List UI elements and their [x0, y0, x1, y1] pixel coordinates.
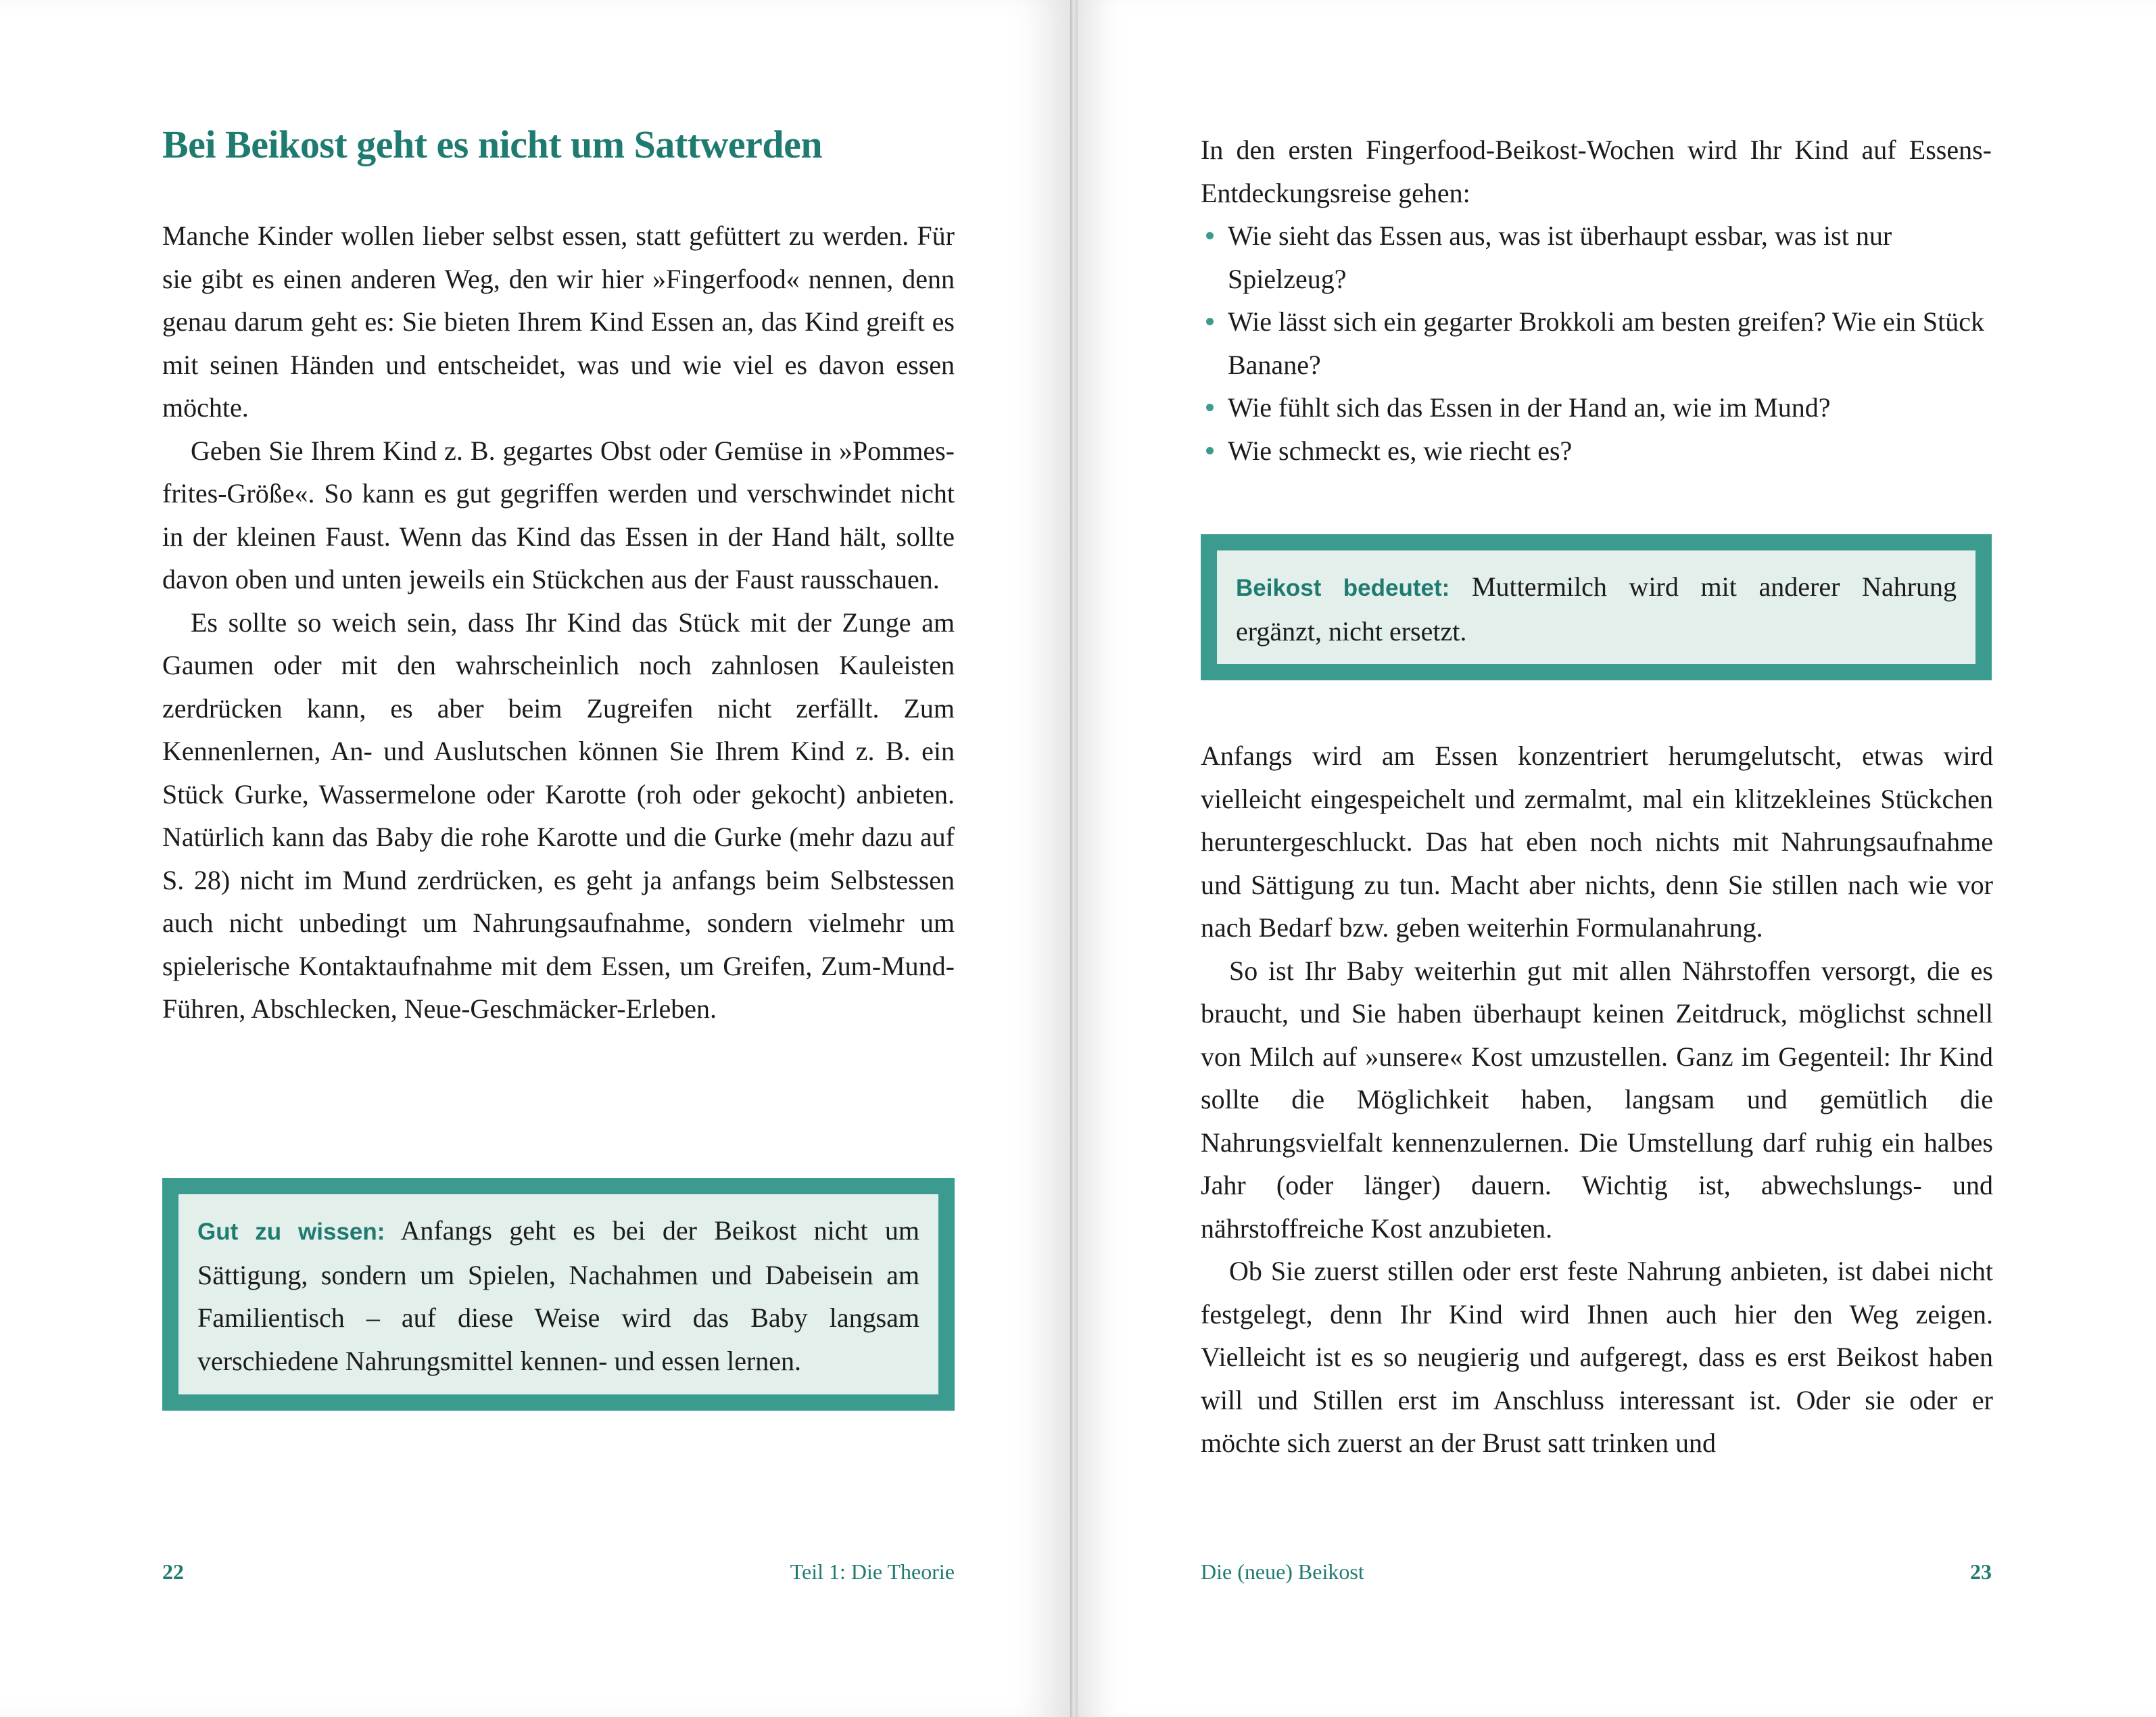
page-number: 22	[162, 1559, 184, 1584]
left-body-text	[162, 214, 955, 1031]
info-box-label: Beikost bedeutet:	[1236, 575, 1450, 601]
info-box-label: Gut zu wissen:	[197, 1219, 385, 1245]
list-item: Wie lässt sich ein gegarter Brokkoli am besten greifen? Wie ein Stück Banane?	[1201, 300, 1992, 386]
bullet-list	[1201, 214, 1992, 472]
info-box-body: Anfangs geht es bei der Beikost nicht um Sättigung, sondern um Spielen, Nachahmen und Dabeisein am Familientisch – auf diese Weise wird das Baby langsam verschiedene Nahrungsmittel kennen- und essen lernen.	[197, 1215, 919, 1376]
paragraph: Geben Sie Ihrem Kind z. B. gegartes Obst oder Gemüse in »Pommes-frites-Größe«. So kann es gut gegriffen werden und verschwindet nicht in der kleinen Faust. Wenn das Kind das Essen in der Hand hält, sollte davon oben und unten jeweils ein Stückchen aus der Faust rausschauen.	[162, 435, 955, 594]
left-page	[0, 0, 1070, 1717]
info-box-text	[1217, 550, 1975, 669]
page-number: 23	[1970, 1559, 1992, 1584]
bullet-icon	[1206, 404, 1214, 411]
paragraph: Ob Sie zuerst stillen oder erst feste Nahrung anbieten, ist dabei nicht festgelegt, denn Ihr Kind wird Ihnen auch hier den Weg zeigen. Vielleicht ist es so neugierig und aufgeregt, dass es erst Beikost haben will und Stillen erst im Anschluss interessant ist. Oder sie oder er möchte sich zuerst an der Brust satt trinken und	[1201, 1256, 1993, 1458]
chapter-heading: Bei Beikost geht es nicht um Sattwerden	[162, 122, 823, 166]
paragraph: Manche Kinder wollen lieber selbst essen, statt gefüttert zu werden. Für sie gibt es einen anderen Weg, den wir hier »Fingerfood« nennen, denn genau darum geht es: Sie bieten Ihrem Kind Essen an, das Kind greift es mit seinen Händen und entscheidet, was und wie viel es davon essen möchte.	[162, 220, 955, 423]
info-box-gut-zu-wissen	[162, 1178, 955, 1411]
right-body-text	[1201, 734, 1993, 1465]
bullet-icon	[1206, 318, 1214, 325]
running-footer: Teil 1: Die Theorie	[790, 1559, 955, 1584]
intro-paragraph: In den ersten Fingerfood-Beikost-Wochen wird Ihr Kind auf Essens-Entdeckungsreise gehen:	[1201, 135, 1992, 208]
bullet-icon	[1206, 232, 1214, 239]
paragraph: Es sollte so weich sein, dass Ihr Kind das Stück mit der Zunge am Gaumen oder mit den wahrscheinlich noch zahnlosen Kauleisten zerdrücken kann, es aber beim Zugreifen nicht zerfällt. Zum Kennenlernen, An- und Auslutschen können Sie Ihrem Kind z. B. ein Stück Gurke, Wassermelone oder Karotte (roh oder gekocht) anbieten. Natürlich kann das Baby die rohe Karotte und die Gurke (mehr dazu auf S. 28) nicht im Mund zerdrücken, es geht ja anfangs beim Selbstessen auch nicht unbedingt um Nahrungsaufnahme, sondern vielmehr um spielerische Kontaktaufnahme mit dem Essen, um Greifen, Zum-Mund-Führen, Abschlecken, Neue-Geschmäcker-Erleben.	[162, 607, 955, 1024]
list-item: Wie fühlt sich das Essen in der Hand an, wie im Mund?	[1201, 386, 1992, 429]
right-intro-text	[1201, 128, 1992, 472]
bullet-icon	[1206, 447, 1214, 454]
book-gutter	[1070, 0, 1078, 1717]
list-item: Wie schmeckt es, wie riecht es?	[1201, 429, 1992, 473]
running-footer: Die (neue) Beikost	[1201, 1559, 1364, 1584]
list-item: Wie sieht das Essen aus, was ist überhaupt essbar, was ist nur Spielzeug?	[1201, 214, 1992, 300]
info-box-text	[178, 1194, 938, 1398]
info-box-beikost-bedeutet	[1201, 534, 1992, 680]
info-box-body: Muttermilch wird mit anderer Nahrung ergänzt, nicht ersetzt.	[1236, 571, 1957, 646]
paragraph: So ist Ihr Baby weiterhin gut mit allen Nährstoffen versorgt, die es braucht, und Sie haben überhaupt keinen Zeitdruck, möglichst schnell von Milch auf »unsere« Kost umzustellen. Ganz im Gegenteil: Ihr Kind sollte die Möglichkeit haben, langsam und gemütlich die Nahrungsvielfalt kennenzulernen. Die Umstellung darf ruhig ein halbes Jahr (oder länger) dauern. Wichtig ist, abwechslungs- und nährstoffreiche Kost anzubieten.	[1201, 955, 1993, 1244]
paragraph: Anfangs wird am Essen konzentriert herumgelutscht, etwas wird vielleicht eingespeichelt und zermalmt, mal ein klitzekleines Stückchen heruntergeschluckt. Das hat eben noch nichts mit Nahrungsaufnahme und Sättigung zu tun. Macht aber nichts, denn Sie stillen nach wie vor nach Bedarf bzw. geben weiterhin Formulanahrung.	[1201, 740, 1993, 943]
